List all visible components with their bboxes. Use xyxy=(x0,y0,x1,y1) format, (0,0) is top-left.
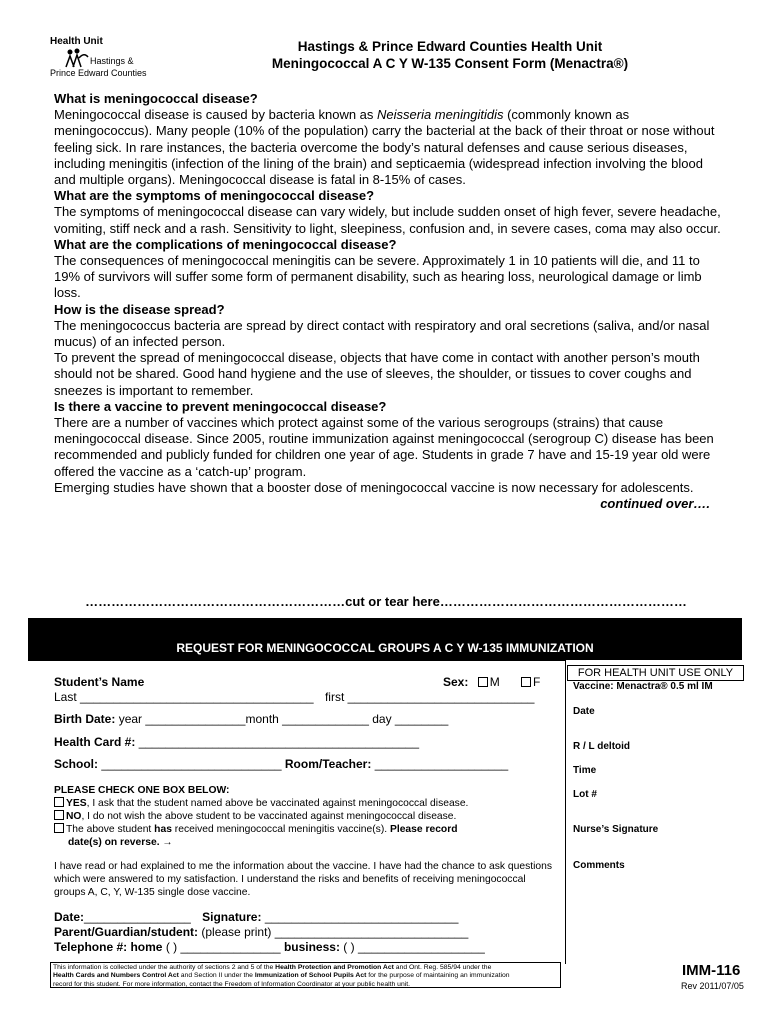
question-what-is: What is meningococcal disease? xyxy=(54,91,258,106)
sex-field[interactable]: Sex: M F xyxy=(443,675,541,689)
consent-options xyxy=(54,784,554,849)
birth-date-row[interactable] xyxy=(54,712,554,726)
signature-field[interactable]: _____________________________ xyxy=(264,910,459,924)
form-header xyxy=(200,38,700,72)
request-title: REQUEST FOR MENINGOCOCCAL GROUPS A C Y W-135 IMMUNIZATION xyxy=(176,641,594,655)
signature-label: Signature: xyxy=(202,910,262,924)
room-teacher-label: Room/Teacher: xyxy=(284,757,372,771)
answer-symptoms: The symptoms of meningococcal disease can vary widely, but include sudden onset of high fever, severe headache, vomiting, stiff neck and a rash. Sensitivity to light, sleepiness, confusion and, in severe cases, coma may also occur. xyxy=(54,204,721,236)
check-one-label: PLEASE CHECK ONE BOX BELOW: xyxy=(54,785,230,796)
revision-date: Rev 2011/07/05 xyxy=(681,981,744,991)
comments-label: Comments xyxy=(573,860,625,871)
parent-row[interactable] xyxy=(54,925,554,939)
question-vaccine: Is there a vaccine to prevent meningococcal disease? xyxy=(54,398,387,414)
business-phone-field[interactable]: ( ) ___________________ xyxy=(343,940,485,954)
parent-label: Parent/Guardian/student: xyxy=(54,925,199,939)
date-signature-row[interactable] xyxy=(54,910,554,924)
health-card-row[interactable] xyxy=(54,735,554,749)
privacy-notice: This information is collected under the authority of sections 2 and 5 of the Health Protection and Promotion Act and Ont. Reg. 585/94 under the Health Cards and Numbers Control Act and Section II under the Immunization of School Pupils Act for the purpose of maintaining an immunization record for this student. For more information, contact the Freedom of Information Coordinator at your public health unit. xyxy=(50,962,561,988)
time-label: Time xyxy=(573,765,597,776)
question-spread: How is the disease spread? xyxy=(54,301,225,317)
name-fields[interactable] xyxy=(54,690,554,704)
option-has-received[interactable]: The above student has received meningococcal meningitis vaccine(s). Please record xyxy=(54,823,554,836)
logo-line-1: Health Unit xyxy=(50,36,103,47)
parent-field[interactable]: (please print) _____________________________ xyxy=(201,925,469,939)
school-label: School: xyxy=(54,757,98,771)
room-teacher-field[interactable]: ____________________ xyxy=(374,757,509,771)
organization-title: Hastings & Prince Edward Counties Health Unit xyxy=(297,39,603,54)
record-dates-note: date(s) on reverse. → xyxy=(68,837,173,848)
date-label: Date: xyxy=(54,910,85,924)
form-code: IMM-116 xyxy=(682,962,741,979)
form-title: Meningococcal A C Y W-135 Consent Form (Menactra®) xyxy=(271,56,629,71)
first-name-field[interactable]: first ____________________________ xyxy=(324,690,535,704)
last-name-field[interactable]: Last ___________________________________ xyxy=(54,690,314,704)
birth-date-label: Birth Date: xyxy=(54,712,116,726)
telephone-row[interactable] xyxy=(54,940,554,954)
home-phone-field[interactable]: ( ) _______________ xyxy=(165,940,281,954)
health-card-label: Health Card #: xyxy=(54,735,136,749)
date-field[interactable]: ________________ xyxy=(84,910,191,924)
answer-vaccine-2: Emerging studies have shown that a booster dose of meningococcal vaccine is now necessary for adolescents. continued over…. xyxy=(54,479,710,512)
information-section xyxy=(54,91,724,512)
logo-line-3: Prince Edward Counties xyxy=(50,68,147,78)
vertical-divider xyxy=(565,660,566,964)
logo-line-2: Hastings & xyxy=(90,56,134,66)
question-symptoms: What are the symptoms of meningococcal disease? xyxy=(54,188,375,204)
health-unit-logo xyxy=(50,36,160,82)
answer-what-is: Meningococcal disease is caused by bacteria known as Neisseria meningitidis (commonly known as meningococcus). Many people (10% of the population) carry the bacterial at the back of their throat or nose without feeling sick. In rare instances, the bacteria overcome the body’s natural defenses and cause serious diseases, including meningitis (infection of the lining of the brain) and septicaemia (widespread infection involving the blood and multiple organs). Meningococcal disease is fatal in 8-15% of cases. xyxy=(54,107,715,188)
site-label: R / L deltoid xyxy=(573,741,631,752)
health-card-field[interactable]: __________________________________________ xyxy=(138,735,420,749)
vaccine-label: Vaccine: Menactra® 0.5 ml IM xyxy=(573,681,713,692)
sex-f-checkbox[interactable] xyxy=(521,677,531,687)
question-complications: What are the complications of meningococcal disease? xyxy=(54,236,397,252)
no-checkbox[interactable] xyxy=(54,810,64,820)
option-yes[interactable]: YES, I ask that the student named above be vaccinated against meningococcal disease. xyxy=(54,797,554,810)
nurse-signature-label: Nurse’s Signature xyxy=(573,824,659,835)
telephone-label: Telephone #: home xyxy=(54,940,163,954)
student-name-row xyxy=(54,675,554,689)
student-name-label: Student’s Name xyxy=(54,675,145,689)
has-received-checkbox[interactable] xyxy=(54,823,64,833)
business-label: business: xyxy=(283,940,340,954)
lot-label: Lot # xyxy=(573,789,597,800)
yes-checkbox[interactable] xyxy=(54,797,64,807)
answer-spread-1: The meningococcus bacteria are spread by direct contact with respiratory and oral secretions (saliva, and/or nasal mucus) of an infected person. xyxy=(54,317,710,350)
answer-vaccine-1: There are a number of vaccines which protect against some of the various serogroups (strains) that cause meningococcal disease. Since 2005, routine immunization against meningococcal (serogroup C) disease has been recommended and publicly funded for children one year of age. Students in grade 7 have and 15-19 year old were offered the vaccine as a ‘catch-up’ program. xyxy=(54,415,714,479)
continued-over: continued over…. xyxy=(600,496,710,512)
date-label: Date xyxy=(573,706,595,717)
logo-figures-icon xyxy=(64,48,90,68)
divider xyxy=(28,660,565,661)
consent-statement: I have read or had explained to me the information about the vaccine. I have had the chance to ask questions which were answered to my satisfaction. I understand the risks and benefits of receiving meningococcal groups A, C, Y, W-135 single dose vaccine. xyxy=(54,861,553,898)
sex-m-checkbox[interactable] xyxy=(478,677,488,687)
birth-date-field[interactable]: year _______________month _____________ day ________ xyxy=(118,712,449,726)
health-unit-use-title: FOR HEALTH UNIT USE ONLY xyxy=(567,665,744,681)
school-field[interactable]: ___________________________ xyxy=(101,757,282,771)
health-unit-use-panel xyxy=(567,665,742,965)
answer-spread-2: To prevent the spread of meningococcal disease, objects that have come in contact with another person’s mouth should not be shared. Good hand hygiene and the use of sleeves, the shoulder, or tissues to cover coughs and sneezes is important to remember. xyxy=(54,350,700,398)
request-title-bar xyxy=(28,618,742,660)
option-no[interactable]: NO, I do not wish the above student to be vaccinated against meningococcal disease. xyxy=(54,810,554,823)
cut-line: ……………………………………………………cut or tear here………………………………………………… xyxy=(85,594,687,609)
answer-complications: The consequences of meningococcal meningitis can be severe. Approximately 1 in 10 patients will die, and 11 to 19% of survivors will suffer some form of permanent disability, such as hearing loss, neurological damage or limb loss. xyxy=(54,253,702,301)
school-row[interactable] xyxy=(54,757,554,771)
